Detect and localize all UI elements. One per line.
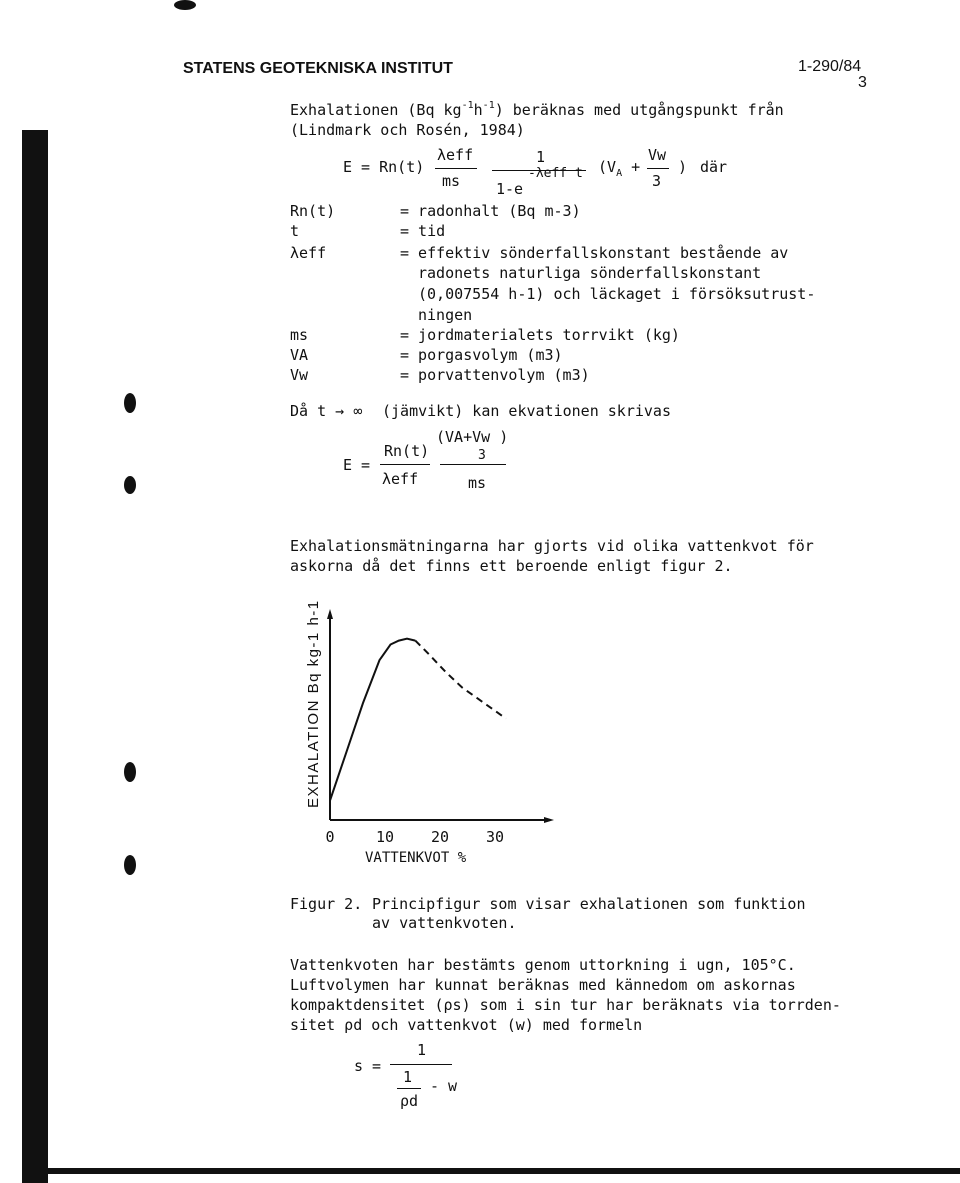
- formula3-minus-w: - w: [430, 1077, 458, 1095]
- chart-series-solid-line: [330, 639, 415, 801]
- formula2-den-right: ms: [468, 474, 487, 492]
- report-number: 1-290/84: [798, 58, 862, 75]
- def-text-lambda-4: ningen: [418, 306, 473, 324]
- chart-y-axis-arrow: [327, 609, 333, 619]
- formula1-lambda-eff: λeff: [437, 146, 474, 164]
- formula1-vw: Vw: [648, 146, 667, 164]
- def-text-t: = tid: [400, 222, 446, 240]
- paragraph1-line-2: askorna då det finns ett beroende enligt figur 2.: [290, 557, 733, 575]
- formula1-dar: där: [700, 158, 728, 176]
- formula1-denominator: 1-e: [496, 180, 524, 198]
- formula3-one-top: 1: [417, 1041, 427, 1059]
- scan-left-border: [22, 130, 48, 1183]
- paragraph2-line-1: Vattenkvoten har bestämts genom uttorkning i ugn, 105°C.: [290, 956, 796, 974]
- top-mark: [174, 0, 196, 10]
- def-symbol-va: VA: [290, 346, 309, 364]
- def-symbol-lambda: λeff: [290, 244, 327, 262]
- formula1-paren-va: ($V_A$ +: [598, 158, 641, 179]
- chart-x-axis-label: VATTENKVOT %: [365, 850, 467, 866]
- intro-line-2: (Lindmark och Rosén, 1984): [290, 121, 525, 139]
- def-text-ms: = jordmaterialets torrvikt (kg): [400, 326, 680, 344]
- intro-line-1: Exhalationen (Bq $kg^{-1}h^{-1}$) beräknas med utgångspunkt från: [290, 100, 784, 119]
- paragraph2-line-2: Luftvolymen har kunnat beräknas med kännedom om askornas: [290, 976, 796, 994]
- binding-hole-mark: [124, 476, 136, 494]
- formula1-frac-line-3: [647, 168, 669, 169]
- def-text-va: = porgasvolym (m3): [400, 346, 563, 364]
- def-symbol-vw: Vw: [290, 366, 309, 384]
- paragraph2-line-3: kompaktdensitet (ρs) som i sin tur har beräknats via torrden-: [290, 996, 841, 1014]
- equilibrium-condition: Då t → ∞: [290, 402, 363, 420]
- formula1-frac-line-1: [435, 168, 477, 169]
- figure-caption-line-1: Principfigur som visar exhalationen som funktion: [372, 895, 806, 913]
- chart-series-dashed-line: [415, 641, 506, 719]
- chart-x-tick-label: 0: [325, 828, 335, 846]
- def-text-lambda: = effektiv sönderfallskonstant bestående av: [400, 244, 789, 262]
- formula2-den-left: λeff: [382, 470, 419, 488]
- paragraph1-line-1: Exhalationsmätningarna har gjorts vid olika vattenkvot för: [290, 537, 814, 555]
- def-symbol-t: t: [290, 222, 300, 240]
- formula3-lhs: s =: [354, 1057, 382, 1075]
- def-text-rn: = radonhalt (Bq m-3): [400, 202, 581, 220]
- formula3-one-inner: 1: [403, 1068, 413, 1086]
- def-text-lambda-3: (0,007554 h-1) och läckaget i försöksutrust-: [418, 285, 816, 303]
- formula1-one: 1: [536, 148, 546, 166]
- formula1-paren-close: ): [678, 158, 688, 176]
- institute-name: STATENS GEOTEKNISKA INSTITUT: [183, 60, 453, 77]
- formula2-lhs: E =: [343, 456, 371, 474]
- formula3-rho-d: ρd: [400, 1092, 419, 1110]
- formula3-frac-line-outer: [390, 1064, 452, 1065]
- page-number: 3: [858, 74, 867, 91]
- def-text-lambda-2: radonets naturliga sönderfallskonstant: [418, 264, 762, 282]
- formula2-frac-line-left: [380, 464, 430, 465]
- formula1-three: 3: [652, 172, 662, 190]
- def-symbol-ms: ms: [290, 326, 309, 344]
- figure-caption-line-2: av vattenkvoten.: [372, 914, 517, 932]
- formula1-ms: ms: [442, 172, 461, 190]
- binding-hole-mark: [124, 855, 136, 875]
- chart-x-tick-label: 10: [375, 828, 395, 846]
- formula2-frac-line-right: [440, 464, 506, 465]
- formula2-num-right: (VA+Vw ): [436, 428, 509, 446]
- figure-caption-label: Figur 2.: [290, 895, 363, 913]
- scan-bottom-border: [22, 1168, 960, 1174]
- chart-x-tick-label: 20: [430, 828, 450, 846]
- chart-y-axis-label: EXHALATION Bq kg-1 h-1: [305, 599, 322, 808]
- binding-hole-mark: [124, 393, 136, 413]
- equilibrium-text: (jämvikt) kan ekvationen skrivas: [382, 402, 671, 420]
- formula3-frac-line-inner: [397, 1088, 421, 1089]
- formula2-num-left: Rn(t): [384, 442, 430, 460]
- binding-hole-mark: [124, 762, 136, 782]
- chart-x-axis-arrow: [544, 817, 554, 823]
- formula1-exponent: -λeff t: [528, 166, 583, 181]
- def-text-vw: = porvattenvolym (m3): [400, 366, 590, 384]
- paragraph2-line-4: sitet ρd och vattenkvot (w) med formeln: [290, 1016, 643, 1034]
- def-symbol-rn: Rn(t): [290, 202, 336, 220]
- chart-x-tick-label: 30: [485, 828, 505, 846]
- formula2-three: 3: [478, 448, 486, 463]
- formula1-lhs: E = Rn(t): [343, 158, 425, 176]
